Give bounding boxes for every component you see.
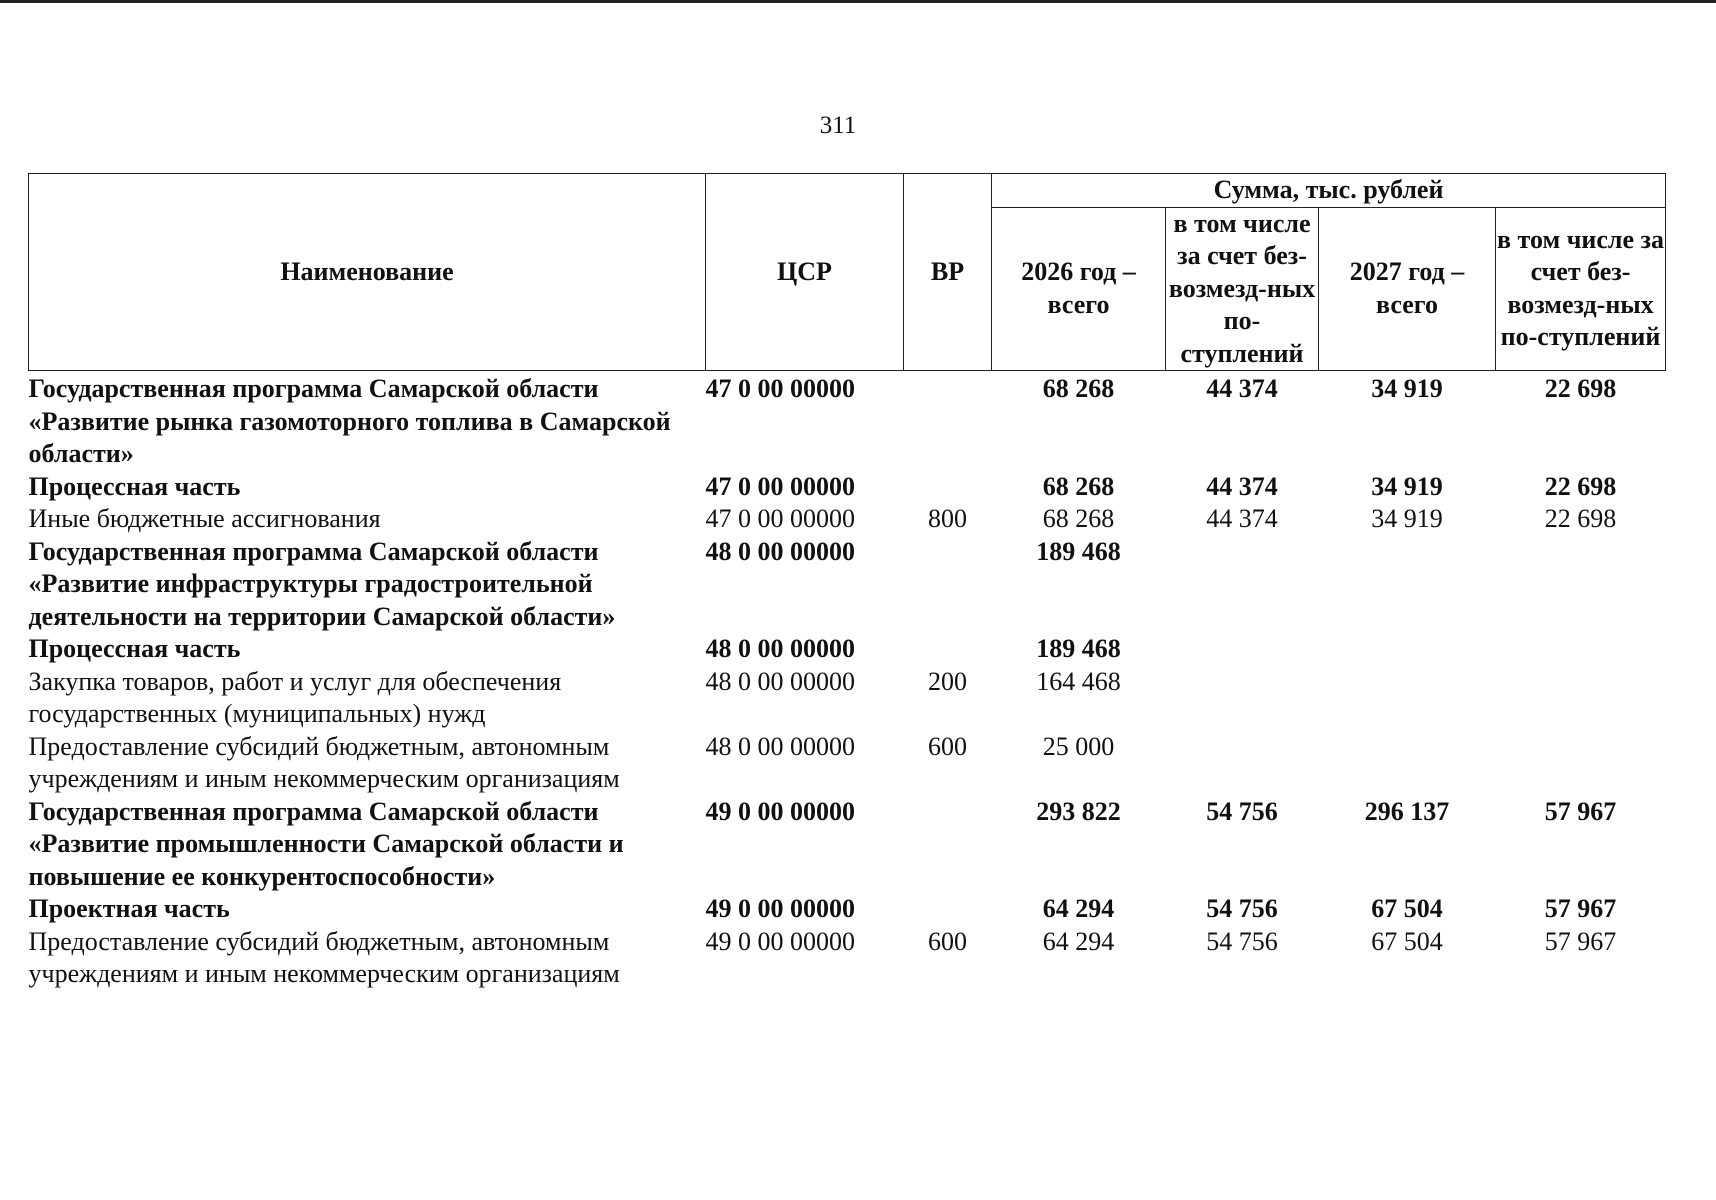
row-vr [904,371,992,471]
table-row [29,926,1666,991]
header-2026-grants: в том числе за счет без-возмезд-ных по-ступлений [1166,207,1319,371]
row-2027-grants [1496,633,1666,666]
row-vr: 800 [928,504,967,533]
row-2027-grants [1496,536,1666,634]
row-csr: 47 0 00 00000 [705,374,855,403]
header-2027-total: 2027 год – всего [1319,207,1496,371]
row-2026-total: 64 294 [1042,926,1115,956]
row-vr [904,796,992,894]
row-csr: 48 0 00 00000 [705,731,855,761]
row-2026-grants [1166,731,1319,796]
row-2027-total [1319,536,1496,634]
row-csr: 47 0 00 00000 [705,471,855,501]
row-2027-total: 34 919 [1371,374,1443,403]
table-row [29,666,1666,731]
header-vr: ВР [904,174,992,371]
header-2026-total: 2026 год – всего [992,207,1166,371]
table-row [29,633,1666,666]
row-name: Предоставление субсидий бюджетным, автономным учреждениям и иным некоммерческим организациям [28,926,620,988]
row-2026-total: 68 268 [1042,504,1115,533]
page-number: 311 [819,112,857,139]
row-csr: 47 0 00 00000 [705,504,855,533]
table-header [29,174,1666,371]
row-2027-total: 67 504 [1371,894,1443,923]
row-2026-grants: 44 374 [1206,471,1278,501]
row-name: Процессная часть [28,471,241,501]
row-2027-grants: 22 698 [1544,374,1617,403]
row-csr: 48 0 00 00000 [705,666,855,696]
row-2026-grants: 54 756 [1206,926,1278,956]
row-2026-grants: 54 756 [1206,894,1278,923]
row-2027-grants [1496,666,1666,731]
row-2026-grants: 54 756 [1206,796,1278,826]
row-vr [904,471,992,504]
row-2026-total: 293 822 [1036,796,1121,826]
row-2026-total: 64 294 [1042,894,1115,923]
row-2027-grants: 57 967 [1544,926,1617,956]
table-row [29,536,1666,634]
row-2026-grants [1166,666,1319,731]
row-2026-total: 68 268 [1042,374,1115,403]
budget-table [28,173,1666,991]
row-2026-grants: 44 374 [1206,504,1278,533]
row-2027-grants: 22 698 [1544,504,1617,533]
row-name: Предоставление субсидий бюджетным, автономным учреждениям и иным некоммерческим организациям [28,731,620,793]
row-vr: 600 [928,731,967,761]
row-2027-total [1319,666,1496,731]
row-2027-total: 296 137 [1364,796,1450,826]
header-2027-grants: в том числе за счет без-возмезд-ных по-ступлений [1496,207,1666,371]
row-2027-total: 34 919 [1371,504,1443,533]
row-2027-grants: 57 967 [1544,894,1617,923]
table-row [29,371,1666,471]
row-2026-total: 164 468 [1036,666,1121,696]
header-sum-group: Сумма, тыс. рублей [992,174,1666,208]
row-csr: 48 0 00 00000 [705,634,855,663]
table-row [29,471,1666,504]
row-vr [904,893,992,926]
row-name: Государственная программа Самарской области «Развитие промышленности Самарской области и повышение ее конкурентоспособности» [28,796,624,891]
row-2027-grants [1496,731,1666,796]
row-2026-total: 189 468 [1036,536,1121,566]
row-2026-grants [1166,536,1319,634]
row-vr: 200 [928,666,967,696]
row-2026-total: 68 268 [1042,471,1115,501]
top-border-rule [0,0,1716,3]
row-2026-grants: 44 374 [1206,374,1278,403]
row-name: Проектная часть [28,894,230,923]
table-row [29,796,1666,894]
row-csr: 49 0 00 00000 [705,796,855,826]
row-csr: 49 0 00 00000 [705,926,855,956]
row-2027-total [1319,633,1496,666]
row-name: Государственная программа Самарской области «Развитие рынка газомоторного топлива в Самарской области» [28,374,671,468]
row-name: Процессная часть [28,634,241,663]
header-csr: ЦСР [706,174,904,371]
row-csr: 49 0 00 00000 [705,894,855,923]
row-name: Государственная программа Самарской области «Развитие инфраструктуры градостроительной деятельности на территории Самарской области» [28,536,616,631]
row-vr [904,633,992,666]
row-2027-total: 67 504 [1371,926,1443,956]
table-row [29,503,1666,536]
table-row [29,893,1666,926]
row-name: Закупка товаров, работ и услуг для обеспечения государственных (муниципальных) нужд [28,666,562,728]
row-2027-total [1319,731,1496,796]
row-name: Иные бюджетные ассигнования [28,504,381,533]
row-vr [904,536,992,634]
table-row [29,731,1666,796]
table-body [29,371,1666,991]
row-2027-total: 34 919 [1371,471,1443,501]
row-2027-grants: 22 698 [1544,471,1617,501]
row-2026-total: 189 468 [1036,634,1121,663]
row-2026-grants [1166,633,1319,666]
header-name: Наименование [29,174,706,371]
row-csr: 48 0 00 00000 [705,536,855,566]
row-vr: 600 [928,926,967,956]
row-2027-grants: 57 967 [1544,796,1617,826]
row-2026-total: 25 000 [1042,731,1115,761]
